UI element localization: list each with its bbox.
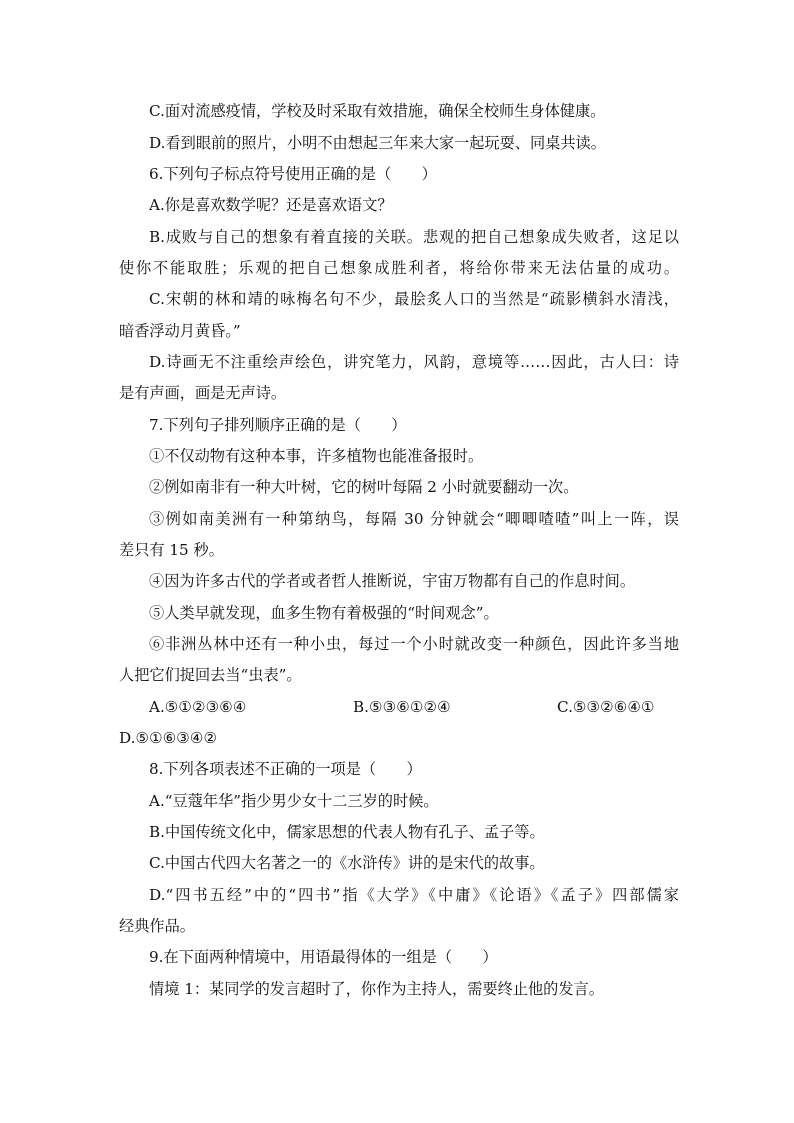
q6-option-a: A.你是喜欢数学呢？还是喜欢语文？ (149, 196, 393, 214)
q5-option-d: D.看到眼前的照片，小明不由想起三年来大家一起玩耍、同桌共读。 (149, 134, 606, 152)
q7-option-c: C.⑤③②⑥④① (557, 698, 655, 716)
q6-option-c-line2: 暗香浮动月黄昏。” (119, 322, 241, 340)
q7-sentence-4: ④因为许多古代的学者或者哲人推断说，宇宙万物都有自己的作息时间。 (149, 572, 635, 590)
q8-option-a: A.“豆蔻年华”指少男少女十二三岁的时候。 (149, 792, 439, 810)
q8-option-d-line1: D.“四书五经”中的“四书”指《大学》《中庸》《论语》《孟子》四部儒家 (149, 886, 679, 904)
q7-sentence-2: ②例如南非有一种大叶树，它的树叶每隔 2 小时就要翻动一次。 (149, 478, 579, 496)
q7-sentence-6-line1: ⑥非洲丛林中还有一种小虫，每过一个小时就改变一种颜色，因此许多当地 (149, 635, 679, 653)
q6-option-b-line2: 使你不能取胜；乐观的把自己想象成胜利者，将给你带来无法估量的成功。 (119, 259, 679, 277)
q7-option-d: D.⑤①⑥③④② (119, 729, 218, 747)
q7-sentence-3-line1: ③例如南美洲有一种第纳鸟，每隔 30 分钟就会“唧唧喳喳”叫上一阵，误 (149, 510, 679, 528)
question-8-stem: 8.下列各项表述不正确的一项是（ ） (149, 760, 422, 778)
q7-sentence-3-line2: 差只有 15 秒。 (119, 541, 224, 559)
q5-option-c: C.面对流感疫情，学校及时采取有效措施，确保全校师生身体健康。 (149, 102, 606, 120)
q6-option-d-line1: D.诗画无不注重绘声绘色，讲究笔力，风韵，意境等……因此，古人曰：诗 (149, 353, 679, 371)
question-7-stem: 7.下列句子排列顺序正确的是（ ） (149, 416, 407, 434)
q7-option-b: B.⑤③⑥①②④ (353, 698, 451, 716)
q7-sentence-1: ①不仅动物有这种本事，许多植物也能准备报时。 (149, 447, 484, 465)
q7-sentence-5: ⑤人类早就发现，血多生物有着极强的“时间观念”。 (149, 604, 499, 622)
q8-option-b: B.中国传统文化中，儒家思想的代表人物有孔子、孟子等。 (149, 823, 545, 841)
q9-scenario-1: 情境 1：某同学的发言超时了，你作为主持人，需要终止他的发言。 (149, 980, 604, 998)
question-9-stem: 9.在下面两种情境中，用语最得体的一组是（ ） (149, 948, 498, 966)
q7-sentence-6-line2: 人把它们捉回去当“虫表”。 (119, 666, 302, 684)
q7-option-a: A.⑤①②③⑥④ (149, 698, 247, 716)
q8-option-d-line2: 经典作品。 (119, 917, 195, 935)
question-6-stem: 6.下列句子标点符号使用正确的是（ ） (149, 165, 437, 183)
q6-option-c-line1: C.宋朝的林和靖的咏梅名句不少，最脍炙人口的当然是“疏影横斜水清浅， (149, 290, 679, 308)
q6-option-d-line2: 是有声画，画是无声诗。 (119, 384, 287, 402)
q8-option-c: C.中国古代四大名著之一的《水浒传》讲的是宋代的故事。 (149, 854, 545, 872)
q6-option-b-line1: B.成败与自己的想象有着直接的关联。悲观的把自己想象成失败者，这足以 (149, 228, 679, 246)
